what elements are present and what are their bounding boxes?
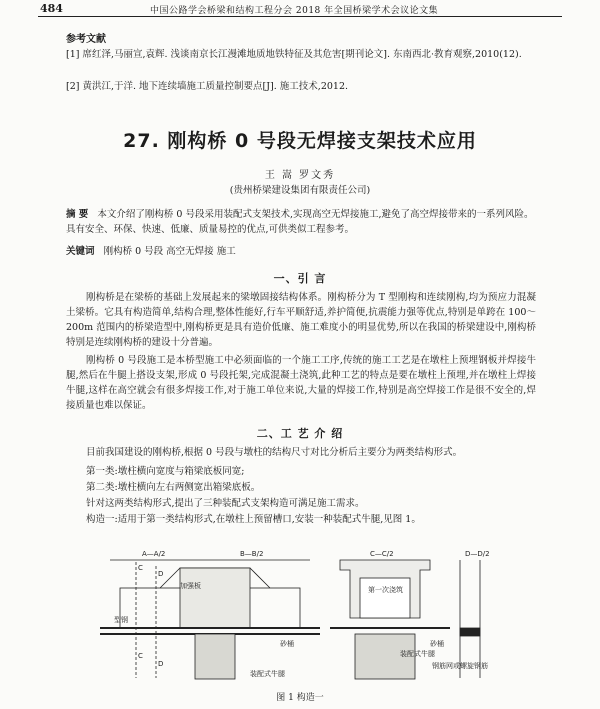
references-heading: 参考文献 — [66, 34, 106, 45]
keywords — [66, 243, 236, 257]
affiliation: (贵州桥梁建设集团有限责任公司) — [229, 185, 371, 196]
construct-1-line: 构造一:适用于第一类结构形式,在墩柱上预留槽口,安装一种装配式牛腿,见图 1。 — [86, 514, 421, 525]
proposal-line: 针对这两类结构形式,提出了三种装配式支架构造可满足施工需求。 — [86, 498, 365, 509]
label-bracket-right: 装配式牛腿 — [400, 650, 435, 658]
label-strengthen: 加强板 — [180, 582, 201, 590]
section-intro-heading: 一、引 言 — [273, 272, 327, 285]
label-section-aa: A—A/2 — [142, 550, 166, 558]
header-rule — [38, 16, 562, 17]
abstract-label: 摘 要 — [66, 209, 89, 220]
label-sand-right: 砂桶 — [430, 640, 444, 648]
intro-paragraph-1: 刚构桥是在梁桥的基础上发展起来的梁墩固接结构体系。刚构桥分为 T 型刚构和连续刚构,均为预应力混凝土梁桥。它具有构造简单,结构合理,整体性能好,行车平顺舒适,养护简便,抗震能力强等优点,特别是单跨在 100～200m 范围内的桥梁造型中,刚构桥更是具有造价低廉、施工难度小的明显优势,所以在我国的桥梁建设中,刚构桥特别是连续刚构桥的建设十分普遍。 — [66, 292, 536, 348]
running-title: 中国公路学会桥梁和结构工程分会 2018 年全国桥梁学术会议论文集 — [150, 6, 439, 16]
label-sand-left: 砂桶 — [280, 640, 294, 648]
process-paragraph: 目前我国建设的刚构桥,根据 0 号段与墩柱的结构尺寸对比分析后主要分为两类结构形式。 — [86, 447, 463, 458]
label-section-bb: B—B/2 — [240, 550, 264, 558]
keywords-label: 关键词 — [66, 246, 95, 257]
section-process-heading: 二、工 艺 介 绍 — [256, 427, 344, 440]
page-number: 484 — [40, 2, 63, 15]
abstract — [66, 207, 536, 237]
label-bolt: 钢筋网或螺旋钢筋 — [432, 662, 488, 670]
authors: 王 嵩 罗文秀 — [264, 170, 336, 181]
type-1-line: 第一类:墩柱横向宽度与箱梁底板同宽; — [86, 466, 245, 477]
label-section-dd: D—D/2 — [465, 550, 490, 558]
intro-paragraph-2: 刚构桥 0 号段施工是本桥型施工中必须面临的一个施工工序,传统的施工工艺是在墩柱上预埋钢板并焊接牛腿,然后在牛腿上搭设支架,形成 0 号段托架,完成混凝土浇筑,此种工艺的特点是要在墩柱上预埋,并在墩柱上焊接牛腿,这样在高空就会有很多焊接工作,对于施工单位来说,大量的焊接工作,特别是高空焊接工作是很不安全的,焊接质量也难以保证。 — [66, 355, 536, 411]
figure-1-drawing — [100, 548, 510, 683]
label-d-bottom: D — [158, 660, 164, 668]
left-elevation — [100, 560, 320, 679]
keywords-text: 刚构桥 0 号段 高空无焊接 施工 — [103, 246, 236, 257]
label-bracket-left: 装配式牛腿 — [250, 670, 285, 678]
label-c-bottom: C — [138, 652, 143, 660]
type-2-line: 第二类:墩柱横向左右两侧宽出箱梁底板。 — [86, 482, 261, 493]
reference-1: [1] 席红泽,马丽宣,袁辉. 浅谈南京长江漫滩地质地铁特征及其危害[期刊论文]. 东南西北·教育观察,2010(12). — [66, 49, 522, 60]
label-beam: 型钢 — [114, 616, 128, 624]
abstract-text: 本文介绍了刚构桥 0 号段采用装配式支架技术,实现高空无焊接施工,避免了高空焊接带来的一系列风险。具有安全、环保、快速、低廉、质量易控的优点,可供类似工程参考。 — [66, 209, 534, 235]
label-d-top: D — [158, 570, 164, 578]
figure-caption: 图 1 构造一 — [276, 693, 324, 703]
label-section-cc: C—C/2 — [370, 550, 394, 558]
label-c-top: C — [138, 564, 143, 572]
article-title: 27. 刚构桥 0 号段无焊接支架技术应用 — [123, 130, 477, 152]
reference-2: [2] 黄洪江,于洋. 地下连续墙施工质量控制要点[J]. 施工技术,2012. — [66, 81, 349, 92]
label-first-pour: 第一次浇筑 — [368, 586, 403, 594]
